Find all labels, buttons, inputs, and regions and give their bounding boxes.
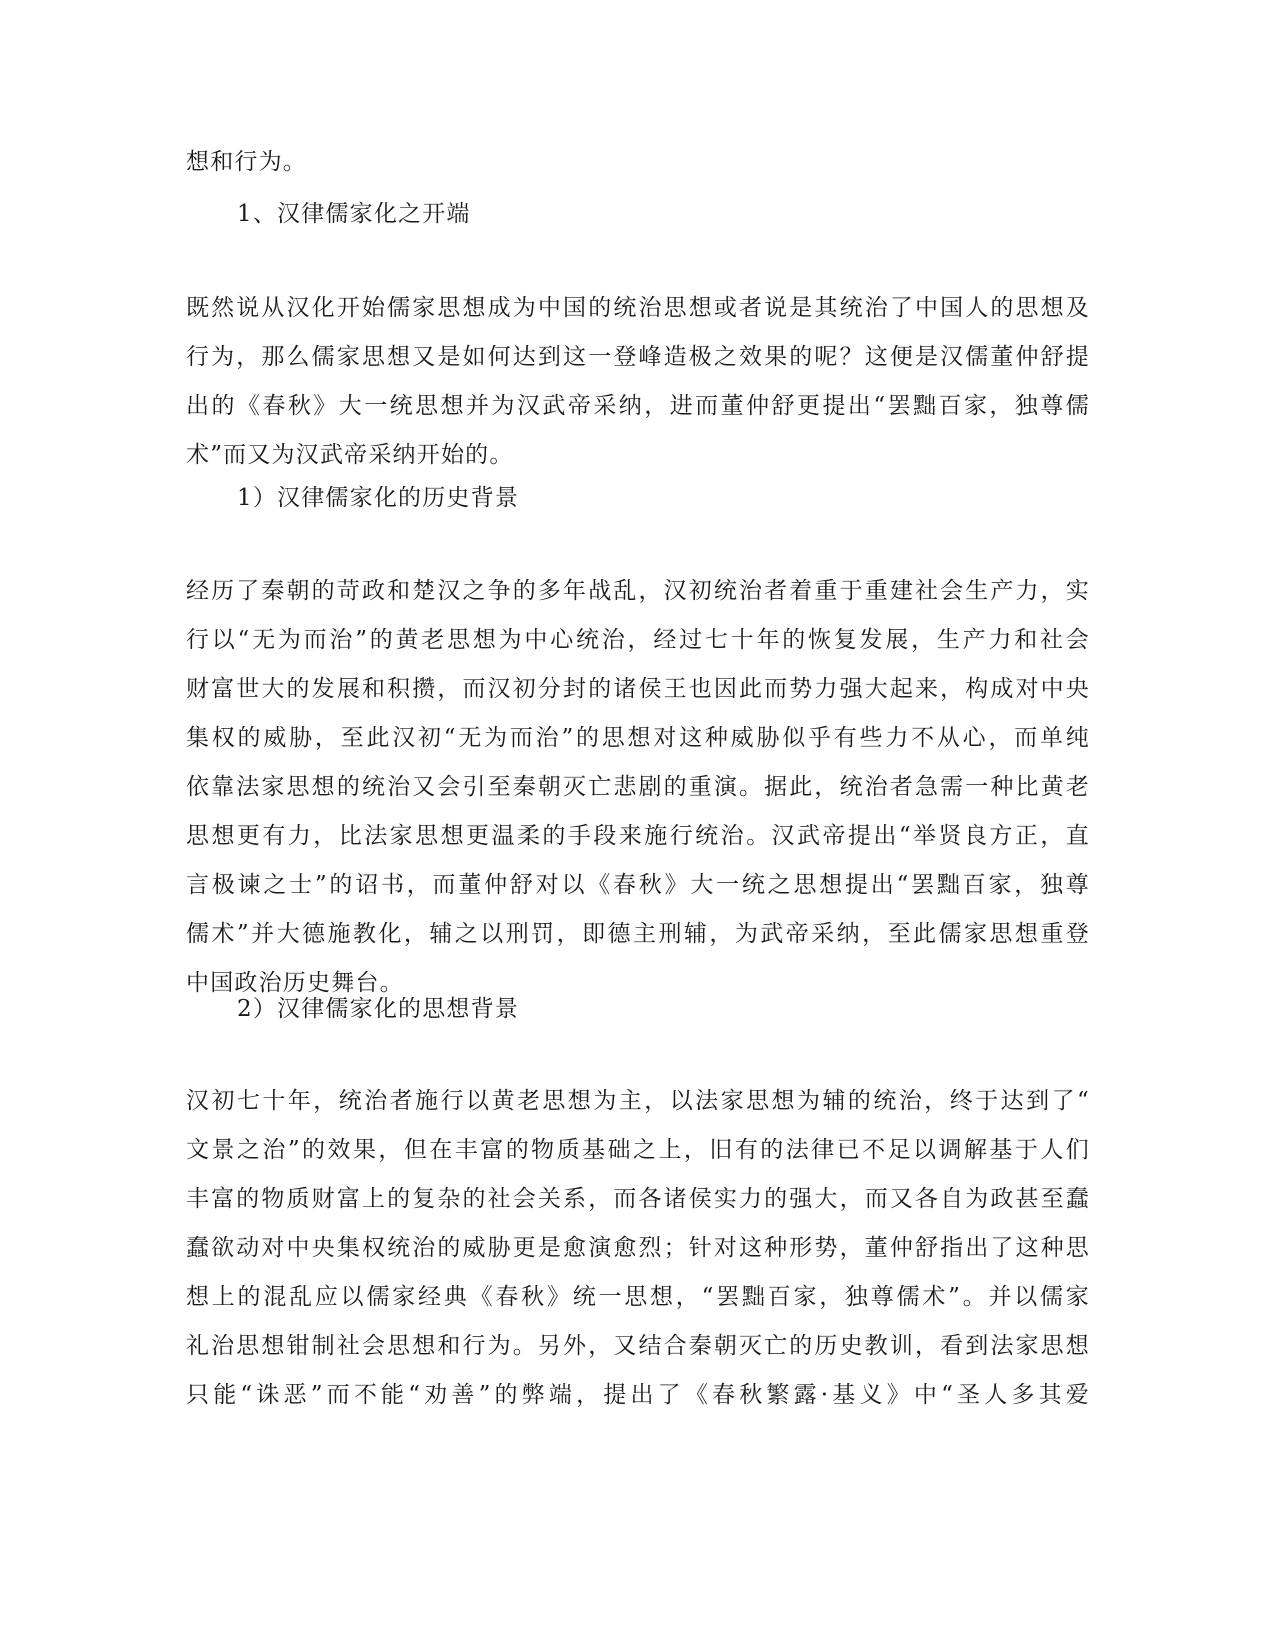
text-line: 只能“诛恶”而不能“劝善”的弊端，提出了《春秋繁露·基义》中“圣人多其爱: [186, 1382, 1090, 1408]
text-line: 蠢欲动对中央集权统治的威胁更是愈演愈烈；针对这种形势，董仲舒指出了这种思: [186, 1235, 1090, 1261]
text-line: 想上的混乱应以儒家经典《春秋》统一思想，“罢黜百家，独尊儒术”。并以儒家: [186, 1284, 1090, 1310]
paragraph-3: [186, 1077, 1090, 1420]
text-line: 依靠法家思想的统治又会引至秦朝灭亡悲剧的重演。据此，统治者急需一种比黄老: [186, 774, 1090, 800]
text-line: 文景之治”的效果，但在丰富的物质基础之上，旧有的法律已不足以调解基于人们: [186, 1137, 1090, 1163]
text-line: 行以“无为而治”的黄老思想为中心统治，经过七十年的恢复发展，生产力和社会: [186, 627, 1090, 653]
text-line: 礼治思想钳制社会思想和行为。另外，又结合秦朝灭亡的历史教训，看到法家思想: [186, 1333, 1090, 1359]
paragraph-1: [186, 284, 1090, 480]
opening-fragment: [186, 138, 1090, 187]
subsection-heading-1: 1）汉律儒家化的历史背景: [237, 485, 520, 511]
text-line: 想和行为。: [186, 149, 307, 175]
text-line: 儒术”并大德施教化，辅之以刑罚，即德主刑辅，为武帝采纳，至此儒家思想重登: [186, 921, 1090, 947]
subsection-heading-2: 2）汉律儒家化的思想背景: [237, 996, 520, 1022]
paragraph-2: [186, 567, 1090, 1008]
text-line: 经历了秦朝的苛政和楚汉之争的多年战乱，汉初统治者着重于重建社会生产力，实: [186, 578, 1090, 604]
text-line: 既然说从汉化开始儒家思想成为中国的统治思想或者说是其统治了中国人的思想及: [186, 295, 1090, 321]
section-heading-1: 1、汉律儒家化之开端: [237, 201, 471, 227]
text-line: 丰富的物质财富上的复杂的社会关系，而各诸侯实力的强大，而又各自为政甚至蠢: [186, 1186, 1090, 1212]
text-line: 汉初七十年，统治者施行以黄老思想为主，以法家思想为辅的统治，终于达到了“: [186, 1088, 1090, 1114]
text-line: 思想更有力，比法家思想更温柔的手段来施行统治。汉武帝提出“举贤良方正，直: [186, 823, 1090, 849]
text-line: 术”而又为汉武帝采纳开始的。: [186, 442, 514, 468]
text-line: 集权的威胁，至此汉初“无为而治”的思想对这种威胁似乎有些力不从心，而单纯: [186, 725, 1090, 751]
text-line: 行为，那么儒家思想又是如何达到这一登峰造极之效果的呢？这便是汉儒董仲舒提: [186, 344, 1090, 370]
text-line: 财富世大的发展和积攒，而汉初分封的诸侯王也因此而势力强大起来，构成对中央: [186, 676, 1090, 702]
text-line: 中国政治历史舞台。: [186, 970, 404, 996]
text-line: 言极谏之士”的诏书，而董仲舒对以《春秋》大一统之思想提出“罢黜百家，独尊: [186, 872, 1090, 898]
text-line: 出的《春秋》大一统思想并为汉武帝采纳，进而董仲舒更提出“罢黜百家，独尊儒: [186, 393, 1090, 419]
